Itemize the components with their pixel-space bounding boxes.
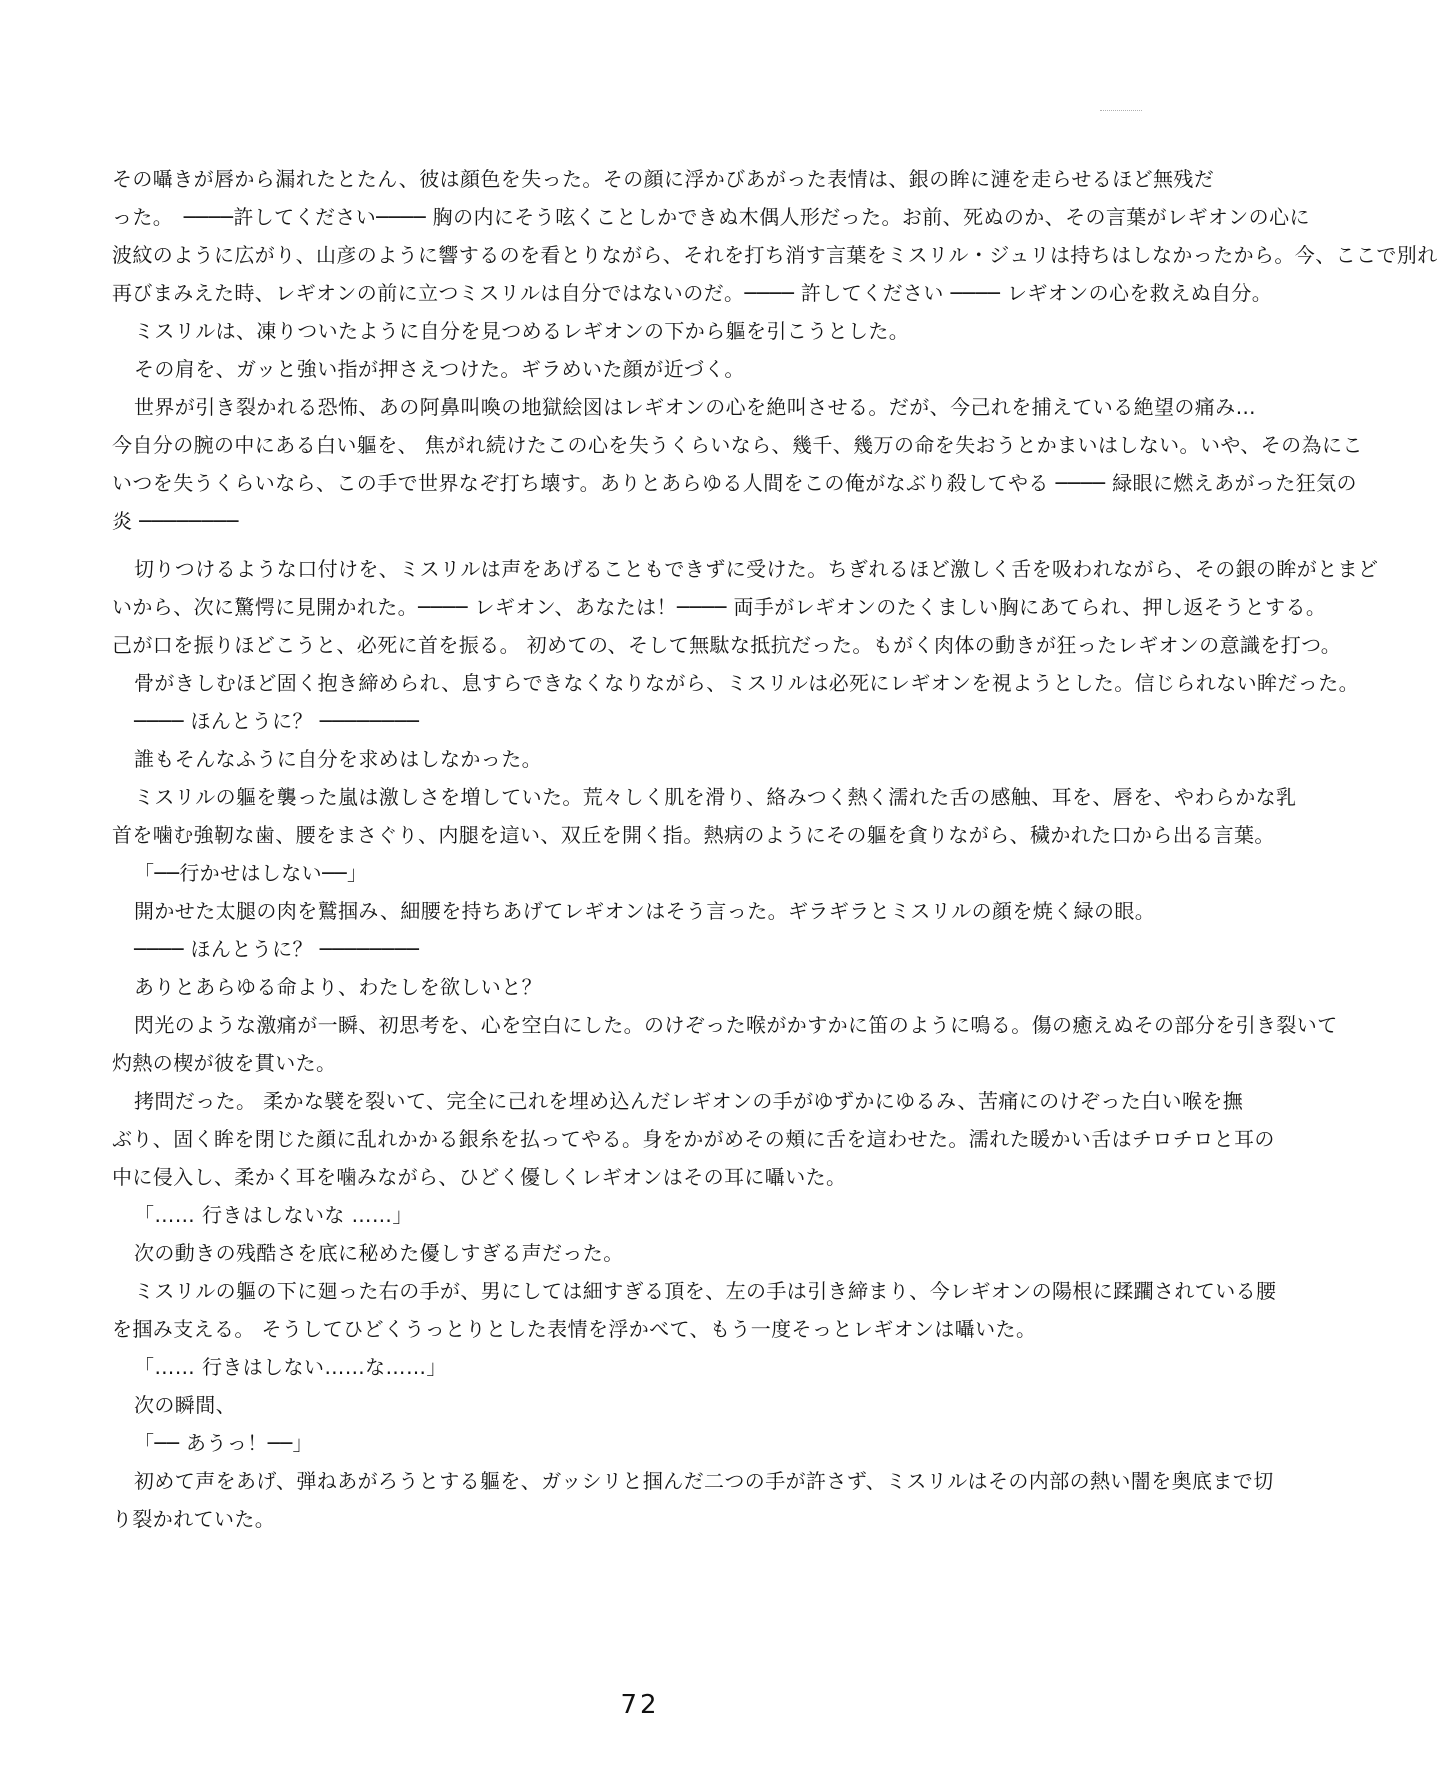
text-line: いから、次に驚愕に見開かれた。──── レギオン、あなたは！──── 両手がレギオンのたくましい胸にあてられ、押し返そうとする。 [112,595,1327,619]
text-line: ミスリルの軀の下に廻った右の手が、男にしては細すぎる頂を、左の手は引き締まり、今レギオンの陽根に蹂躙されている腰 [134,1279,1277,1303]
text-line: 首を噛む強靭な歯、腰をまさぐり、内腿を這い、双丘を開く指。熱病のようにその軀を貪りながら、穢かれた口から出る言葉。 [112,823,1275,847]
text-line: 灼熱の楔が彼を貫いた。 [112,1051,337,1075]
text-line: ぶり、固く眸を閉じた顔に乱れかかる銀糸を払ってやる。身をかがめその頬に舌を這わせた。濡れた暖かい舌はチロチロと耳の [112,1127,1275,1151]
paragraph-gap [112,540,1162,550]
text-line: その囁きが唇から漏れたとたん、彼は顔色を失った。その顔に浮かびあがった表情は、銀の眸に漣を走らせるほど無残だ [112,167,1215,191]
text-line: 波紋のように広がり、山彦のように響するのを看とりながら、それを打ち消す言葉をミスリル・ジュリは持ちはしなかったから。今、ここで別れ [112,243,1438,267]
text-line: 骨がきしむほど固く抱き締められ、息すらできなくなりながら、ミスリルは必死にレギオンを視ようとした。信じられない眸だった。 [134,671,1359,695]
text-line: ──── ほんとうに？ ──────── [134,709,420,733]
text-line: 世界が引き裂かれる恐怖、あの阿鼻叫喚の地獄絵図はレギオンの心を絶叫させる。だが、今己れを捕えている絶望の痛み… [134,395,1256,419]
text-line: 開かせた太腿の肉を鷲掴み、細腰を持ちあげてレギオンはそう言った。ギラギラとミスリルの顔を焼く緑の眼。 [134,899,1156,923]
text-line: 誰もそんなふうに自分を求めはしなかった。 [134,747,542,771]
text-line: を掴み支える。 そうしてひどくうっとりとした表情を浮かべて、もう一度そっとレギオンは囁いた。 [112,1317,1037,1341]
text-line: ミスリルの軀を襲った嵐は激しさを増していた。荒々しく肌を滑り、絡みつく熱く濡れた舌の感触、耳を、唇を、やわらかな乳 [134,785,1297,809]
text-line: 「…… 行きはしない……な……」 [134,1355,447,1379]
text-line: 次の動きの残酷さを底に秘めた優しすぎる声だった。 [134,1241,624,1265]
page-number: 72 [620,1690,660,1720]
text-line: 「…… 行きはしないな ……」 [134,1203,413,1227]
text-line: いつを失うくらいなら、この手で世界なぞ打ち壊す。ありとあらゆる人間をこの俺がなぶり殺してやる ──── 緑眼に燃えあがった狂気の [112,471,1357,495]
text-line: 再びまみえた時、レギオンの前に立つミスリルは自分ではないのだ。──── 許してください ──── レギオンの心を救えぬ自分。 [112,281,1273,305]
text-line: 切りつけるような口付けを、ミスリルは声をあげることもできずに受けた。ちぎれるほど激しく舌を吸われながら、その銀の眸がとまど [134,557,1379,581]
text-line: 己が口を振りほどこうと、必死に首を振る。 初めての、そして無駄な抵抗だった。もがく肉体の動きが狂ったレギオンの意識を打つ。 [112,633,1342,657]
text-line: 次の瞬間、 [134,1393,236,1417]
text-line: ありとあらゆる命より、わたしを欲しいと？ [134,975,542,999]
text-line: り裂かれていた。 [112,1507,276,1531]
text-line: 拷問だった。 柔かな襞を裂いて、完全に己れを埋め込んだレギオンの手がゆずかにゆるみ、苦痛にのけぞった白い喉を撫 [134,1089,1244,1113]
text-line: 初めて声をあげ、弾ねあがろうとする軀を、ガッシリと掴んだ二つの手が許さず、ミスリルはその内部の熱い闇を奥底まで切 [134,1469,1274,1493]
text-line: その肩を、ガッと強い指が押さえつけた。ギラめいた顔が近づく。 [134,357,745,381]
text-line: 炎 ──────── [112,509,239,533]
body-text [112,160,1438,1670]
text-line: った。 ────許してください──── 胸の内にそう呟くことしかできぬ木偶人形だった。お前、死ぬのか、その言葉がレギオンの心に [112,205,1310,229]
text-line: 今自分の腕の中にある白い軀を、 焦がれ続けたこの心を失うくらいなら、幾千、幾万の命を失おうとかまいはしない。いや、その為にこ [112,433,1363,457]
text-line: 中に侵入し、柔かく耳を噛みながら、ひどく優しくレギオンはその耳に囁いた。 [112,1165,847,1189]
corner-mark [1100,110,1142,111]
text-line: ──── ほんとうに？ ──────── [134,937,420,961]
text-line: 「──行かせはしない──」 [134,861,368,885]
text-line: ミスリルは、凍りついたように自分を見つめるレギオンの下から軀を引こうとした。 [134,319,910,343]
text-line: 「── あうっ！──」 [134,1431,313,1455]
text-line: 閃光のような激痛が一瞬、初思考を、心を空白にした。のけぞった喉がかすかに笛のように鳴る。傷の癒えぬその部分を引き裂いて [134,1013,1338,1037]
